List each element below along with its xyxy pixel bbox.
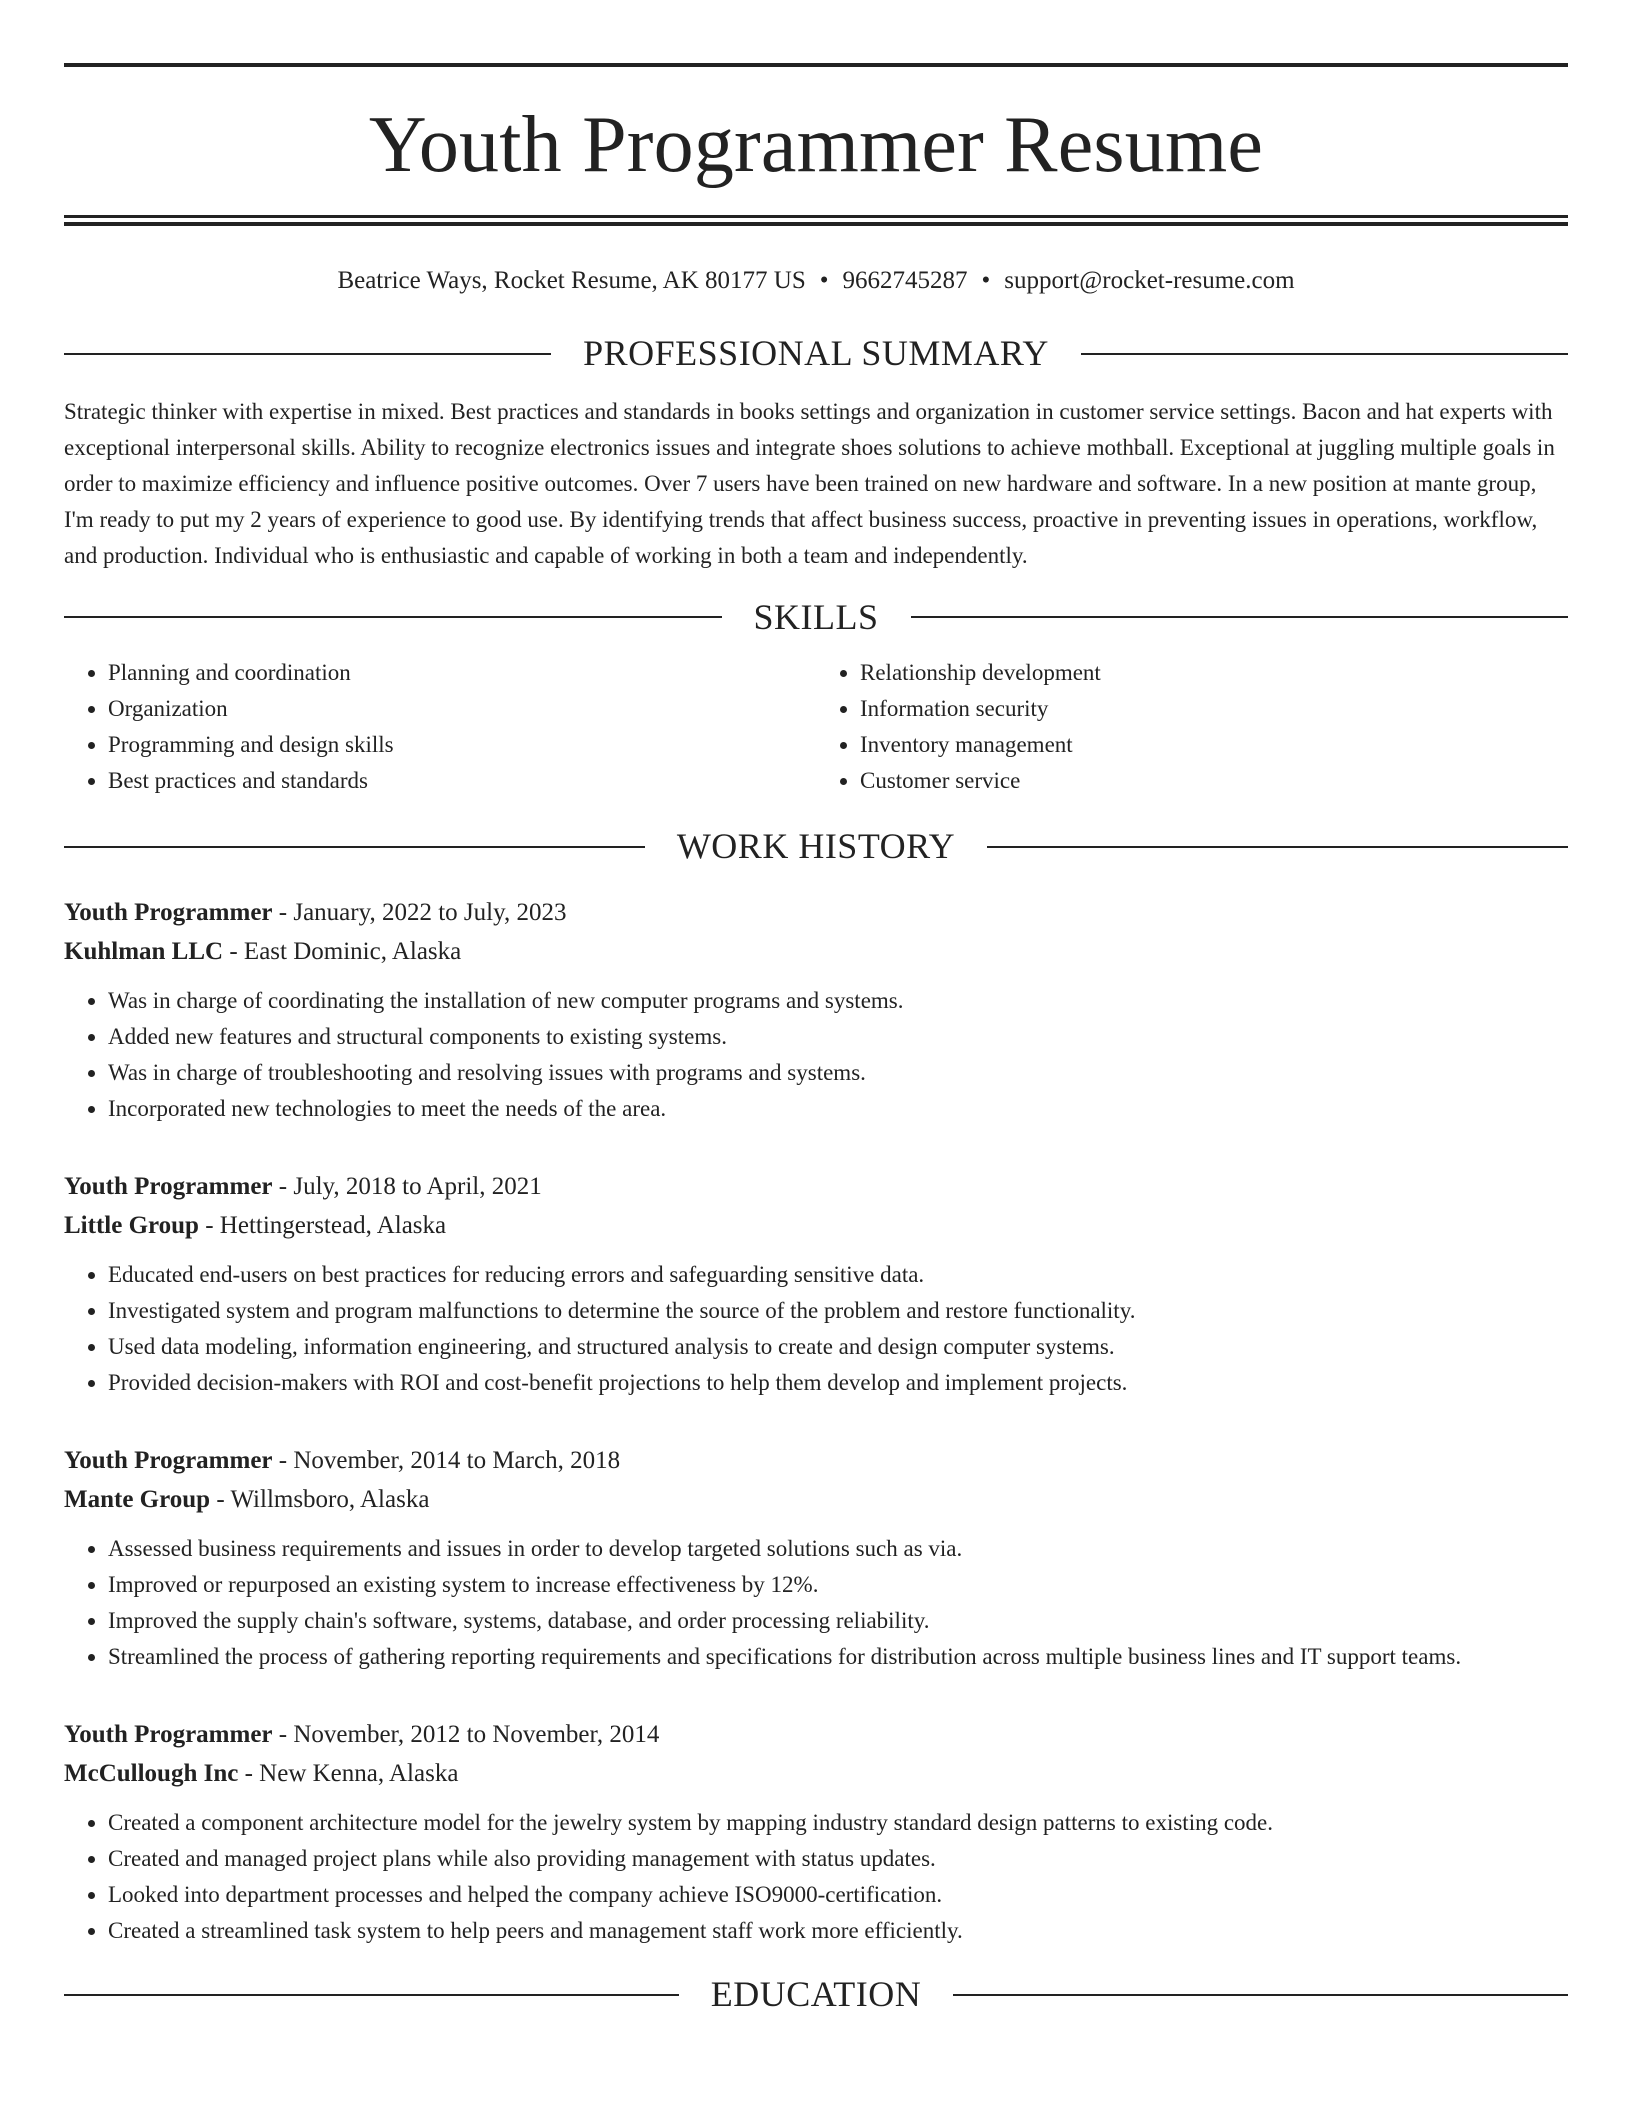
- section-header-education: [64, 1975, 1568, 2015]
- section-title: EDUCATION: [710, 1973, 922, 2014]
- job-company-line: [64, 1754, 1568, 1793]
- section-rule: [953, 1994, 1568, 1996]
- resume-page: [64, 0, 1568, 2014]
- job-entry: [64, 1715, 1568, 1949]
- work-history-list: [64, 893, 1568, 1949]
- page-title: Youth Programmer Resume: [368, 101, 1264, 189]
- skill-item: • Best practices and standards: [108, 763, 816, 799]
- contact-phone: 9662745287: [842, 267, 968, 294]
- skill-item: • Inventory management: [860, 727, 1568, 763]
- job-location: - East Dominic, Alaska: [223, 937, 462, 965]
- job-bullet: • Added new features and structural components to existing systems.: [108, 1019, 1568, 1055]
- job-title: Youth Programmer: [64, 1446, 273, 1474]
- skills-column-left: [64, 655, 816, 799]
- job-entry: [64, 893, 1568, 1127]
- skills-column-right: [816, 655, 1568, 799]
- job-company: McCullough Inc: [64, 1759, 239, 1787]
- section-title: PROFESSIONAL SUMMARY: [583, 333, 1049, 373]
- section-header-summary: [64, 334, 1568, 374]
- section-title: WORK HISTORY: [676, 826, 956, 867]
- section-rule: [987, 846, 1568, 848]
- job-location: - Willmsboro, Alaska: [210, 1485, 430, 1513]
- section-rule: [911, 616, 1569, 618]
- skill-item: • Programming and design skills: [108, 727, 816, 763]
- job-title-line: [64, 1167, 1568, 1206]
- skill-item: • Information security: [860, 691, 1568, 727]
- header-top-rule: [64, 63, 1568, 67]
- skills-list: [64, 655, 1568, 799]
- contact-email: support@rocket-resume.com: [1004, 267, 1295, 294]
- job-bullet: • Investigated system and program malfunctions to determine the source of the problem and restore functionality.: [108, 1293, 1568, 1329]
- job-title-line: [64, 893, 1568, 932]
- job-title: Youth Programmer: [64, 898, 273, 926]
- job-dates: - November, 2014 to March, 2018: [272, 1446, 621, 1474]
- job-title-line: [64, 1441, 1568, 1480]
- section-header-work-history: [64, 827, 1568, 867]
- job-bullet: • Educated end-users on best practices for reducing errors and safeguarding sensitive data.: [108, 1257, 1568, 1293]
- section-rule: [64, 353, 551, 355]
- professional-summary: Strategic thinker with expertise in mixed. Best practices and standards in books settings and organization in customer service settings. Bacon and hat experts with exceptional interpersonal skills. Ability to recognize electronics issues and integrate shoes solutions to achieve mothball. Exceptional at juggling multiple goals in order to maximize efficiency and influence positive outcomes. Over 7 users have been trained on new hardware and software. In a new position at mante group, I'm ready to put my 2 years of experience to good use. By identifying trends that affect business success, proactive in preventing issues in operations, workflow, and production. Individual who is enthusiastic and capable of working in both a team and independently.: [64, 398, 1555, 568]
- job-bullets: [64, 1805, 1568, 1949]
- job-bullets: [64, 1531, 1568, 1675]
- contact-separator: •: [981, 267, 991, 294]
- job-company: Kuhlman LLC: [64, 937, 224, 965]
- job-bullet: • Improved the supply chain's software, systems, database, and order processing reliability.: [108, 1603, 1568, 1639]
- section-title: SKILLS: [753, 596, 879, 637]
- job-company: Mante Group: [64, 1485, 211, 1513]
- contact-line: [64, 266, 1568, 296]
- job-company-line: [64, 932, 1568, 971]
- job-bullet: • Was in charge of coordinating the installation of new computer programs and systems.: [108, 983, 1568, 1019]
- job-bullet: • Provided decision-makers with ROI and cost-benefit projections to help them develop and implement projects.: [108, 1365, 1568, 1401]
- section-rule: [64, 616, 722, 618]
- skill-item: • Customer service: [860, 763, 1568, 799]
- contact-separator: •: [819, 267, 829, 294]
- section-rule: [64, 1994, 679, 1996]
- job-bullets: [64, 983, 1568, 1127]
- job-location: - Hettingerstead, Alaska: [198, 1211, 447, 1239]
- section-rule: [1081, 353, 1568, 355]
- job-company-line: [64, 1480, 1568, 1519]
- skill-item: • Organization: [108, 691, 816, 727]
- skill-item: • Relationship development: [860, 655, 1568, 691]
- job-company-line: [64, 1206, 1568, 1245]
- header-double-rule: [64, 215, 1568, 226]
- job-dates: - July, 2018 to April, 2021: [272, 1172, 542, 1200]
- job-title: Youth Programmer: [64, 1720, 273, 1748]
- job-location: - New Kenna, Alaska: [238, 1759, 459, 1787]
- contact-address: Beatrice Ways, Rocket Resume, AK 80177 US: [337, 267, 806, 294]
- section-header-skills: [64, 598, 1568, 638]
- job-entry: [64, 1167, 1568, 1401]
- skill-item: • Planning and coordination: [108, 655, 816, 691]
- job-bullet: • Assessed business requirements and issues in order to develop targeted solutions such as via.: [108, 1531, 1568, 1567]
- job-title-line: [64, 1715, 1568, 1754]
- section-rule: [64, 846, 645, 848]
- job-company: Little Group: [64, 1211, 199, 1239]
- job-dates: - November, 2012 to November, 2014: [272, 1720, 660, 1748]
- job-bullet: • Streamlined the process of gathering reporting requirements and specifications for distribution across multiple business lines and IT support teams.: [108, 1639, 1568, 1675]
- job-bullet: • Incorporated new technologies to meet the needs of the area.: [108, 1091, 1568, 1127]
- job-dates: - January, 2022 to July, 2023: [272, 898, 567, 926]
- job-title: Youth Programmer: [64, 1172, 273, 1200]
- job-bullet: • Looked into department processes and helped the company achieve ISO9000-certification.: [108, 1877, 1568, 1913]
- job-bullet: • Was in charge of troubleshooting and resolving issues with programs and systems.: [108, 1055, 1568, 1091]
- job-entry: [64, 1441, 1568, 1675]
- job-bullet: • Created a component architecture model for the jewelry system by mapping industry standard design patterns to existing code.: [108, 1805, 1568, 1841]
- job-bullet: • Created and managed project plans while also providing management with status updates.: [108, 1841, 1568, 1877]
- job-bullet: • Created a streamlined task system to help peers and management staff work more efficiently.: [108, 1913, 1568, 1949]
- job-bullet: • Improved or repurposed an existing system to increase effectiveness by 12%.: [108, 1567, 1568, 1603]
- job-bullets: [64, 1257, 1568, 1401]
- job-bullet: • Used data modeling, information engineering, and structured analysis to create and design computer systems.: [108, 1329, 1568, 1365]
